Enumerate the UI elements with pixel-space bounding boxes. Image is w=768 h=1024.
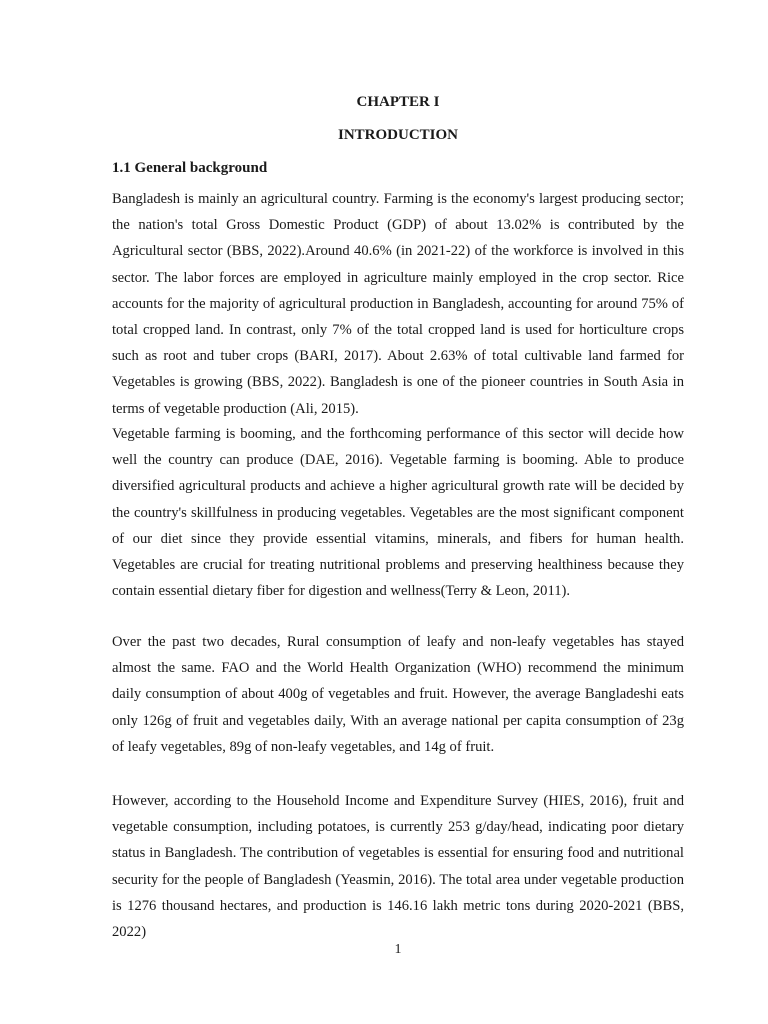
section-heading: 1.1 General background — [112, 160, 268, 176]
chapter-label: CHAPTER I — [356, 94, 440, 110]
paragraph-consumption: Over the past two decades, Rural consumption of leafy and non-leafy vegetables has stayed almost the same. FAO and the World Health Organization (WHO) recommend the minimum daily consumption of about 400g of vegetables and fruit. However, the average Bangladeshi eats only 126g of fruit and vegetables daily, With an average national per capita consumption of 23g of leafy vegetables, 89g of non-leafy vegetables, and 14g of fruit. — [112, 634, 684, 755]
chapter-title: INTRODUCTION — [337, 127, 458, 143]
paragraph-hies-survey: However, according to the Household Income and Expenditure Survey (HIES, 2016), fruit and vegetable consumption, including potatoes, is currently 253 g/day/head, indicating poor dietary status in Bangladesh. The contribution of vegetables is essential for ensuring food and nutritional security for the people of Bangladesh (Yeasmin, 2016). The total area under vegetable production is 1276 thousand hectares, and production is 146.16 lakh metric tons during 2020-2021 (BBS, 2022) — [112, 793, 684, 941]
page-number: 1 — [394, 942, 402, 957]
paragraph-agriculture-overview: Bangladesh is mainly an agricultural country. Farming is the economy's largest producing sector; the nation's total Gross Domestic Product (GDP) of about 13.02% is contributed by the Agricultural sector (BBS, 2022).Around 40.6% (in 2021-22) of the workforce is involved in this sector. The labor forces are employed in agriculture mainly employed in the crop sector. Rice accounts for the majority of agricultural production in Bangladesh, accounting for around 75% of total cropped land. In contrast, only 7% of the total cropped land is used for horticulture crops such as root and tuber crops (BARI, 2017). About 2.63% of total cultivable land farmed for Vegetables is growing (BBS, 2022). Bangladesh is one of the pioneer countries in South Asia in terms of vegetable production (Ali, 2015). — [112, 191, 684, 417]
paragraph-vegetable-farming: Vegetable farming is booming, and the forthcoming performance of this sector will decide how well the country can produce (DAE, 2016). Vegetable farming is booming. Able to produce diversified agricultural products and achieve a higher agricultural growth rate will be decided by the country's skillfulness in producing vegetables. Vegetables are the most significant component of our diet since they provide essential vitamins, minerals, and fibers for human health. Vegetables are crucial for treating nutritional problems and preserving healthiness because they contain essential dietary fiber for digestion and wellness(Terry & Leon, 2011). — [112, 426, 684, 600]
